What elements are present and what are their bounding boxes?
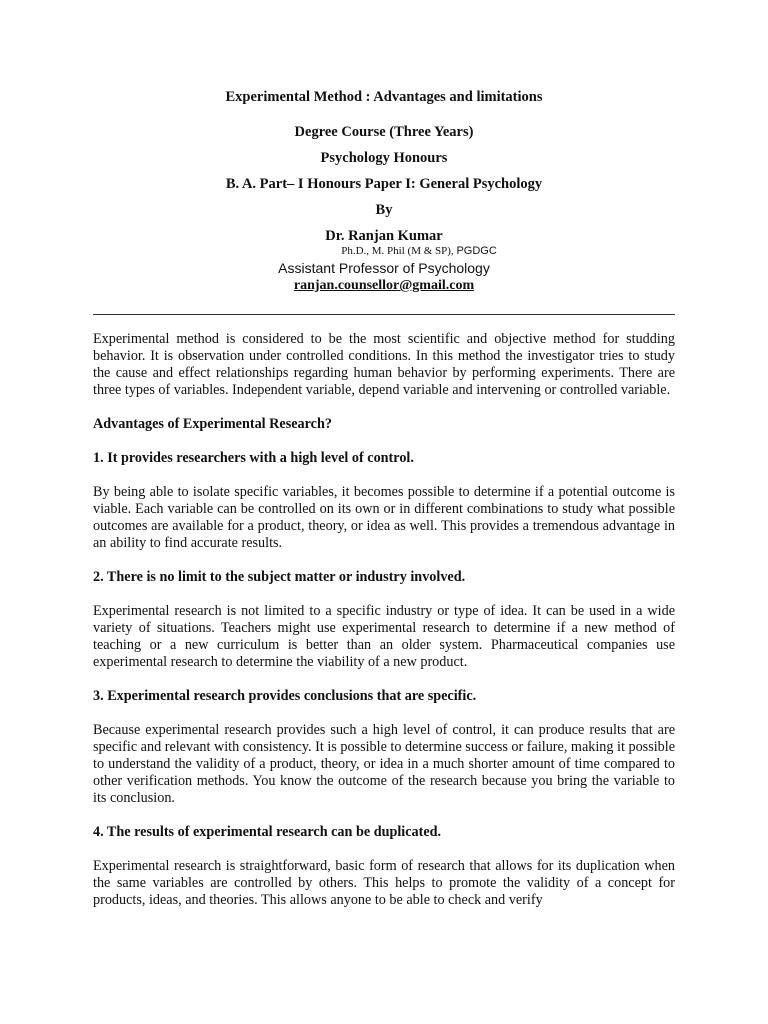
document-title: Experimental Method : Advantages and limitations bbox=[225, 89, 543, 105]
section-paragraph-1: By being able to isolate specific variables, it becomes possible to determine if a potential outcome is viable. Each variable can be controlled on its own or in different combinations to study what possible outcomes are available for a product, theory, or idea as well. This provides a tremendous advantage in an ability to find accurate results. bbox=[93, 484, 675, 551]
author-name: Dr. Ranjan Kumar bbox=[325, 228, 443, 244]
author-qualifications bbox=[0, 245, 768, 258]
document-body bbox=[93, 331, 675, 909]
paper-name: B. A. Part– I Honours Paper I: General Psychology bbox=[225, 176, 543, 192]
section-paragraph-3: Because experimental research provides such a high level of control, it can produce results that are specific and relevant with consistency. It is possible to determine success or failure, making it possible to understand the validity of a product, theory, or idea in a much shorter amount of time compared to other verification methods. You know the outcome of the research because you bring the variable to its conclusion. bbox=[93, 722, 675, 806]
by-label: By bbox=[375, 202, 393, 218]
author-position: Assistant Professor of Psychology bbox=[278, 260, 490, 276]
header-divider bbox=[93, 314, 675, 315]
course-name: Degree Course (Three Years) bbox=[294, 124, 474, 140]
section-paragraph-2: Experimental research is not limited to a specific industry or type of idea. It can be used in a wide variety of situations. Teachers might use experimental research to determine if a new method of teaching or a new curriculum is better than an older system. Pharmaceutical companies use experimental research to determine the viability of a new product. bbox=[93, 603, 675, 670]
document-header bbox=[0, 88, 768, 294]
section-heading-4: 4. The results of experimental research can be duplicated. bbox=[93, 824, 442, 840]
qualifications-pgdgc: PGDGC bbox=[456, 245, 497, 257]
author-email-link[interactable]: ranjan.counsellor@gmail.com bbox=[293, 278, 475, 293]
advantages-heading: Advantages of Experimental Research? bbox=[93, 416, 332, 432]
section-paragraph-4: Experimental research is straightforward, basic form of research that allows for its duplication when the same variables are controlled by others. This helps to promote the validity of a concept for products, ideas, and theories. This allows anyone to be able to check and verify bbox=[93, 858, 675, 908]
section-heading-1: 1. It provides researchers with a high level of control. bbox=[93, 450, 414, 466]
qualifications-text: Ph.D., M. Phil (M & SP), bbox=[341, 245, 457, 257]
section-heading-3: 3. Experimental research provides conclusions that are specific. bbox=[93, 688, 477, 704]
section-heading-2: 2. There is no limit to the subject matter or industry involved. bbox=[93, 569, 466, 585]
subject-name: Psychology Honours bbox=[320, 150, 448, 166]
intro-paragraph: Experimental method is considered to be the most scientific and objective method for studding behavior. It is observation under controlled conditions. In this method the investigator tries to study the cause and effect relationships regarding human behavior by performing experiments. There are three types of variables. Independent variable, depend variable and intervening or controlled variable. bbox=[93, 331, 675, 398]
